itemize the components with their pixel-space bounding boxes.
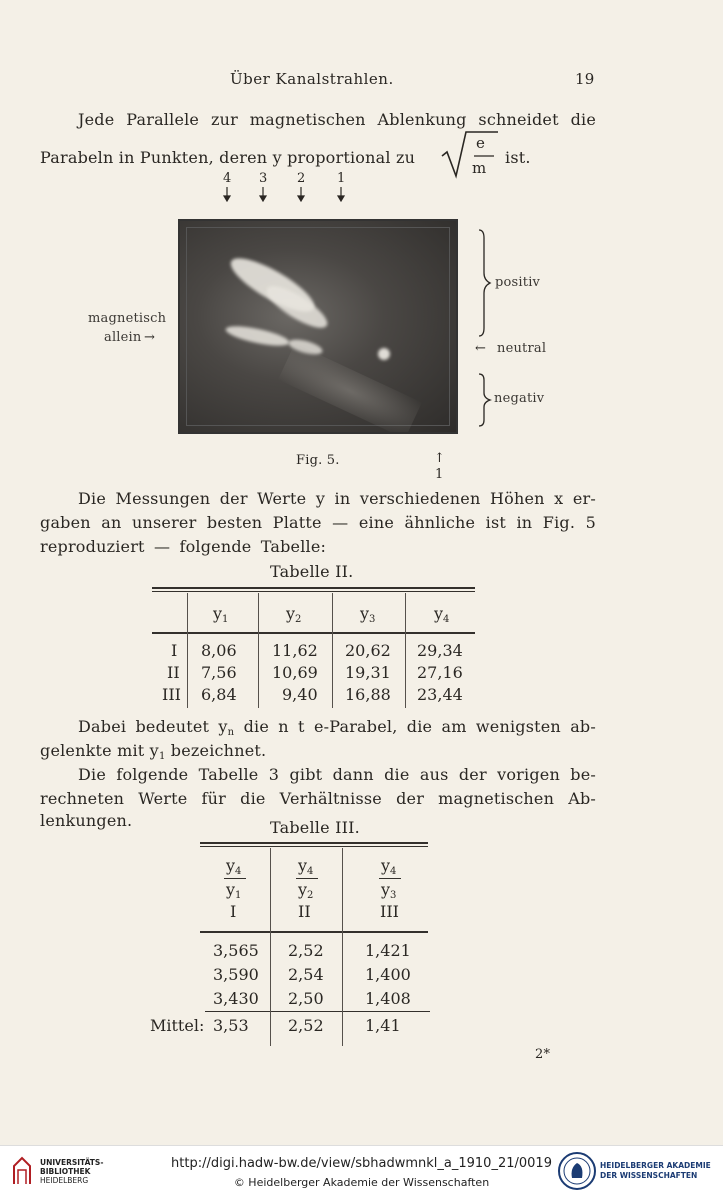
- label-positiv: positiv: [495, 275, 541, 290]
- paragraph-4-line-1: Die folgende Tabelle 3 gibt dann die aus der vorigen be-: [78, 765, 596, 784]
- table-3-col-3-denominator: $y_3$: [381, 880, 397, 901]
- table-3-col-2-numerator: $y_4$: [298, 856, 314, 877]
- table-2-vline-2: [258, 593, 259, 708]
- left-arrow-icon: ←: [475, 341, 487, 356]
- table-2-cell: 8,06: [201, 641, 237, 660]
- table-3-col-3-fraction-bar: [379, 878, 401, 879]
- table-3-vline-1: [270, 848, 271, 1046]
- table-2-header-y1: $y_1$: [213, 604, 229, 625]
- academy-seal-icon: [558, 1152, 596, 1190]
- paragraph-2-line-2: gaben an unserer besten Platte — eine ähnliche ist in Fig. 5: [40, 513, 596, 532]
- table-3-col-2-roman: II: [298, 902, 311, 921]
- page-number: 19: [575, 70, 595, 88]
- table-2-header-y3: $y_3$: [360, 604, 376, 625]
- parabola-number-4: 4: [223, 171, 232, 186]
- fraction-denominator: m: [472, 159, 487, 177]
- label-allein: allein: [104, 330, 142, 345]
- table-2-cell: 16,88: [345, 685, 391, 704]
- paragraph-1-line-2-suffix: ist.: [505, 148, 531, 167]
- table-3-mean-cell: 1,41: [365, 1016, 401, 1035]
- fraction-numerator: e: [476, 134, 486, 152]
- table-3-cell: 3,430: [213, 989, 259, 1008]
- library-line-3: HEIDELBERG: [40, 1176, 89, 1185]
- table-2-cell: 20,62: [345, 641, 391, 660]
- photograph-figure-5: [178, 219, 458, 434]
- table-3-top-rule-2: [200, 846, 428, 847]
- library-line-2: BIBLIOTHEK: [40, 1167, 91, 1176]
- table-3-cell: 3,565: [213, 941, 259, 960]
- table-2-cell: 27,16: [417, 663, 463, 682]
- paragraph-2-line-3: reproduziert — folgende Tabelle:: [40, 537, 327, 556]
- copyright-notice: © Heidelberger Akademie der Wissenschaften: [233, 1176, 490, 1189]
- table-2-vline-3: [332, 593, 333, 708]
- paragraph-1-line-2: Parabeln in Punkten, deren y proportional zu: [40, 148, 416, 167]
- table-3-mean-cell: 3,53: [213, 1016, 249, 1035]
- right-arrow-icon: →: [144, 330, 156, 345]
- table-3-title: Tabelle III.: [270, 818, 360, 837]
- table-3-cell: 1,421: [365, 941, 411, 960]
- table-3-mean-cell: 2,52: [288, 1016, 324, 1035]
- running-header-title: Über Kanalstrahlen.: [230, 70, 394, 88]
- up-arrow-icon: ↑: [434, 451, 446, 466]
- table-2-cell: 7,56: [201, 663, 237, 682]
- bottom-marker: 1: [435, 467, 444, 482]
- table-3-cell: 1,408: [365, 989, 411, 1008]
- table-3-col-2-denominator: $y_2$: [298, 880, 314, 901]
- label-magnetisch: magnetisch: [88, 311, 167, 326]
- paragraph-3-line-1: Dabei bedeutet $y_n$ die n t e-Parabel, die am wenigsten ab-: [78, 717, 596, 738]
- table-3-cell: 1,400: [365, 965, 411, 984]
- table-2-top-rule: [152, 587, 475, 589]
- library-line-1: UNIVERSITÄTS-: [40, 1158, 104, 1167]
- table-2-vline-4: [405, 593, 406, 708]
- table-3-col-3-numerator: $y_4$: [381, 856, 397, 877]
- document-url-link[interactable]: http://digi.hadw-bw.de/view/sbhadwmnkl_a_1910_21/0019: [171, 1156, 552, 1171]
- table-2-header-rule: [152, 632, 475, 634]
- table-3-header-rule: [200, 931, 428, 933]
- table-2-cell: 6,84: [201, 685, 237, 704]
- table-3-mean-label: Mittel:: [150, 1016, 205, 1035]
- academy-line-1: HEIDELBERGER AKADEMIE: [600, 1161, 711, 1170]
- table-3-cell: 2,50: [288, 989, 324, 1008]
- table-2-top-rule-2: [152, 591, 475, 592]
- table-2-row-label: III: [162, 685, 181, 704]
- paragraph-1-line-1: Jede Parallele zur magnetischen Ablenkung schneidet die: [78, 110, 596, 129]
- academy-name: [600, 1161, 711, 1181]
- table-2-header-y4: $y_4$: [434, 604, 450, 625]
- table-2-vline-1: [187, 593, 188, 708]
- table-3-col-1-numerator: $y_4$: [226, 856, 242, 877]
- table-3-col-1-denominator: $y_1$: [226, 880, 242, 901]
- table-3-vline-2: [342, 848, 343, 1046]
- neutral-spot: [378, 348, 390, 360]
- brace-icons: [476, 228, 492, 428]
- parabola-number-1: 1: [337, 171, 346, 186]
- table-2-cell: 11,62: [272, 641, 318, 660]
- table-2-cell: 9,40: [282, 685, 318, 704]
- parabola-number-3: 3: [259, 171, 268, 186]
- table-2-cell: 29,34: [417, 641, 463, 660]
- paragraph-2-line-1: Die Messungen der Werte y in verschiedenen Höhen x er-: [78, 489, 596, 508]
- paragraph-4-line-3: lenkungen.: [40, 811, 133, 830]
- table-2-row-label: I: [171, 641, 178, 660]
- table-2-header-y2: $y_2$: [286, 604, 302, 625]
- table-3-cell: 3,590: [213, 965, 259, 984]
- table-2-title: Tabelle II.: [270, 562, 354, 581]
- signature-mark: 2*: [535, 1047, 551, 1062]
- table-3-cell: 2,54: [288, 965, 324, 984]
- parabola-number-2: 2: [297, 171, 306, 186]
- table-3-col-1-roman: I: [230, 902, 237, 921]
- table-2-cell: 23,44: [417, 685, 463, 704]
- sqrt-e-over-m: [440, 128, 500, 180]
- table-3-mean-rule: [205, 1011, 430, 1012]
- table-2-row-label: II: [167, 663, 180, 682]
- paragraph-3-line-2: gelenkte mit $y_1$ bezeichnet.: [40, 741, 267, 762]
- academy-line-2: DER WISSENSCHAFTEN: [600, 1171, 698, 1180]
- figure-caption: Fig. 5.: [296, 453, 340, 468]
- paragraph-4-line-2: rechneten Werte für die Verhältnisse der magnetischen Ab-: [40, 789, 596, 808]
- table-2-cell: 19,31: [345, 663, 391, 682]
- table-3-col-2-fraction-bar: [296, 878, 318, 879]
- table-3-col-1-fraction-bar: [224, 878, 246, 879]
- footer-bar: [0, 1145, 723, 1196]
- table-3-col-3-roman: III: [380, 902, 399, 921]
- table-2-cell: 10,69: [272, 663, 318, 682]
- label-negativ: negativ: [494, 391, 545, 406]
- down-arrows-icon: [220, 186, 350, 202]
- label-neutral: neutral: [497, 341, 547, 356]
- table-3-top-rule: [200, 842, 428, 844]
- table-3-cell: 2,52: [288, 941, 324, 960]
